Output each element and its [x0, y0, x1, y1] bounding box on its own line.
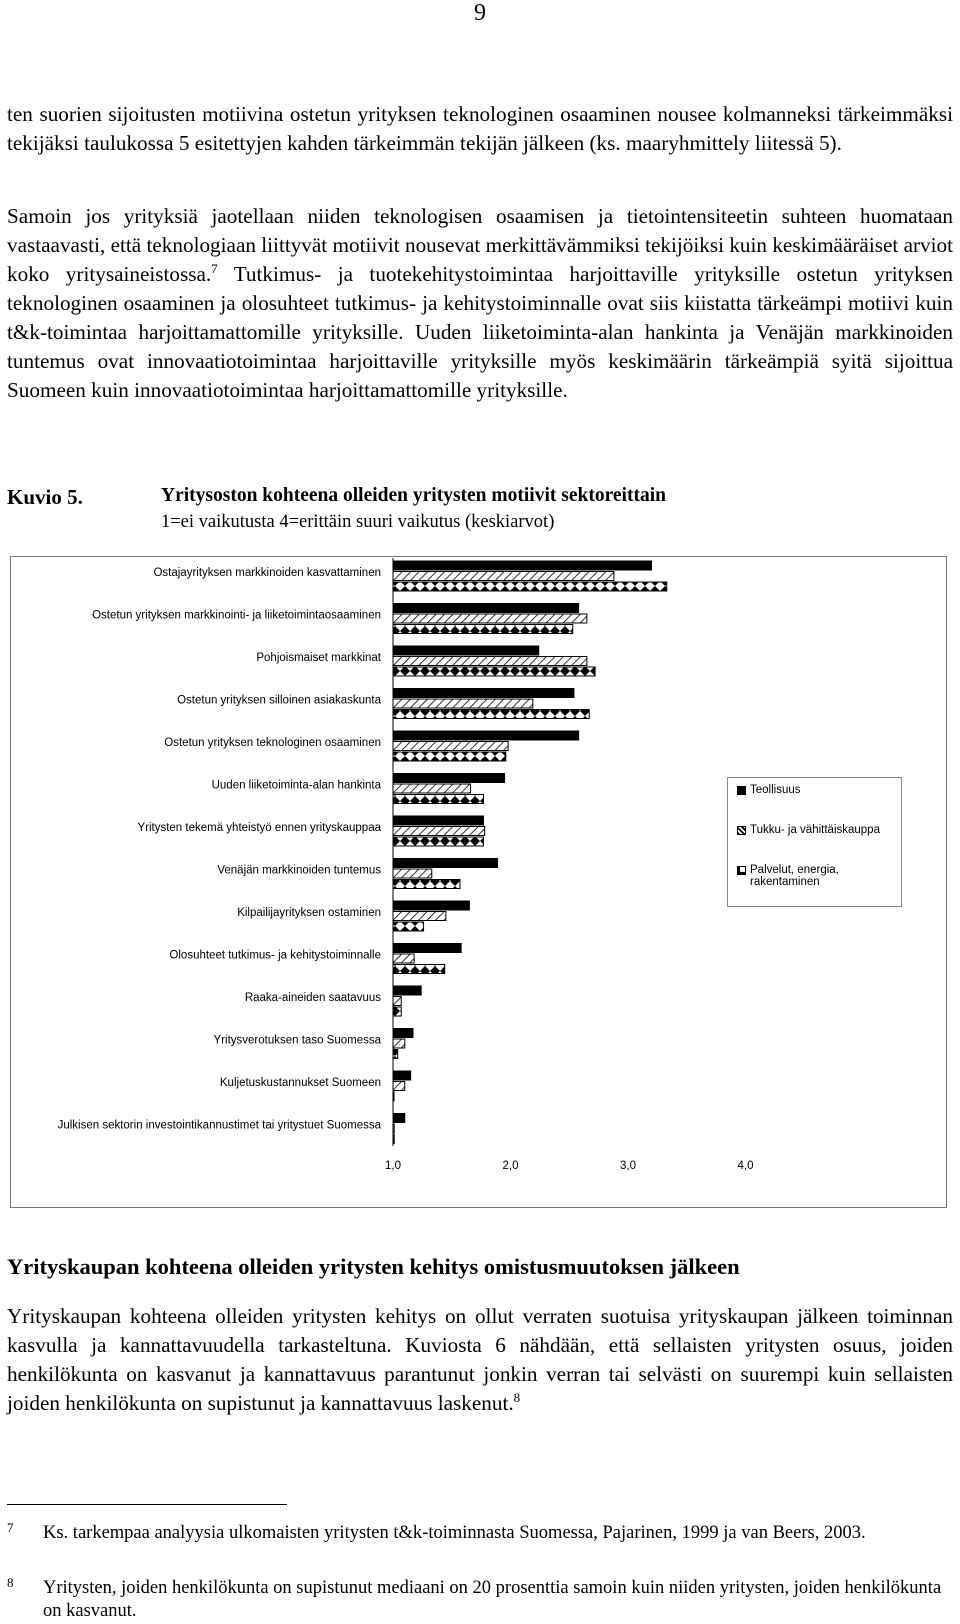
- bar-teollisuus: [393, 859, 498, 868]
- category-label: Ostajayrityksen markkinoiden kasvattaminen: [153, 567, 381, 579]
- legend-item-teollisuus: [737, 784, 801, 796]
- category-label: Raaka-aineiden saatavuus: [244, 992, 381, 1004]
- bar-kauppa: [393, 742, 508, 751]
- bar-palvelut: [393, 1050, 398, 1059]
- x-tick-label: 4,0: [737, 1160, 754, 1172]
- bar-palvelut: [393, 752, 506, 761]
- category-label: Kilpailijayrityksen ostaminen: [237, 907, 381, 919]
- bar-palvelut: [393, 667, 595, 676]
- bar-kauppa: [393, 614, 587, 623]
- footnote-ref-8: 8: [513, 1389, 521, 1405]
- category-label: Olosuhteet tutkimus- ja kehitystoiminnalle: [169, 949, 381, 962]
- footnote-text: Ks. tarkempaa analyysia ulkomaisten yritysten t&k-toiminnasta Suomessa, Pajarinen, 1999 ja van Beers, 2003.: [43, 1523, 866, 1543]
- bar-palvelut: [393, 710, 589, 719]
- legend-label: Palvelut, energia, rakentaminen: [750, 864, 839, 888]
- category-label: Uuden liiketoiminta-alan hankinta: [211, 779, 381, 792]
- bar-palvelut: [393, 625, 573, 634]
- bar-kauppa: [393, 1082, 405, 1091]
- bar-kauppa: [393, 954, 414, 963]
- x-tick-label: 3,0: [620, 1160, 636, 1172]
- figure-label: Kuvio 5.: [7, 485, 83, 509]
- bar-palvelut: [393, 880, 460, 889]
- category-label: Venäjän markkinoiden tuntemus: [217, 864, 381, 877]
- bar-palvelut: [393, 1007, 401, 1016]
- footnote-7: [7, 1522, 953, 1545]
- x-tick-label: 2,0: [502, 1160, 519, 1172]
- footnote-number: 7: [7, 1520, 14, 1535]
- bar-kauppa: [393, 997, 401, 1006]
- bar-kauppa: [393, 699, 533, 708]
- legend-item-palvelut: [737, 864, 887, 888]
- category-label: Ostetun yrityksen teknologinen osaaminen: [164, 737, 381, 749]
- bar-kauppa: [393, 912, 446, 921]
- bar-palvelut: [393, 965, 445, 974]
- category-label: Yritysten tekemä yhteistyö ennen yrityskauppaa: [137, 822, 381, 834]
- legend-swatch-hatch: [737, 826, 746, 835]
- bar-palvelut: [393, 582, 667, 591]
- category-label: Yritysverotuksen taso Suomessa: [213, 1034, 381, 1047]
- bar-teollisuus: [393, 986, 421, 995]
- category-label: Pohjoismaiset markkinat: [256, 652, 381, 664]
- legend-label: Teollisuus: [750, 784, 801, 796]
- section-heading: Yrityskaupan kohteena olleiden yritysten kehitys omistusmuutoksen jälkeen: [7, 1254, 740, 1279]
- legend-swatch-solid: [737, 786, 746, 795]
- chart-legend: [727, 777, 902, 907]
- paragraph-intro: ten suorien sijoitusten motiivina ostetun yrityksen teknologinen osaaminen nousee kolmanneksi tärkeimmäksi tekijäksi taulukossa 5 esitettyjen kahden tärkeimmän tekijän jälkeen (ks. maaryhmittely liitessä 5).: [7, 102, 953, 155]
- bar-teollisuus: [393, 646, 539, 655]
- bar-teollisuus: [393, 1071, 411, 1080]
- category-label: Julkisen sektorin investointikannustimet tai yritystuet Suomessa: [57, 1119, 381, 1132]
- paragraph-development: [7, 1302, 953, 1418]
- footnote-divider: [7, 1504, 287, 1505]
- bar-palvelut: [393, 922, 424, 931]
- bar-teollisuus: [393, 1029, 413, 1038]
- bar-kauppa: [393, 657, 587, 666]
- page-number: 9: [474, 0, 486, 26]
- figure-subtitle: 1=ei vaikutusta 4=erittäin suuri vaikutus (keskiarvot): [161, 512, 555, 532]
- legend-item-kauppa: [737, 824, 880, 836]
- paragraph-development-text: Yrityskaupan kohteena olleiden yritysten kehitys on ollut verraten suotuisa yrityskaupan jälkeen toiminnan kasvulla ja kannattavuudella tarkasteltuna. Kuviosta 6 nähdään, että sellaisten yritysten osuus, joiden henkilökunta on kasvanut ja kannattavuus parantunut jonkin verran tai selvästi on suurempi kuin sellaisten joiden henkilökunta on supistunut ja kannattavuus laskenut.: [7, 1304, 953, 1415]
- bar-palvelut: [393, 837, 483, 846]
- bar-kauppa: [393, 1039, 405, 1048]
- bar-teollisuus: [393, 1114, 405, 1123]
- category-label: Ostetun yrityksen markkinointi- ja liiketoimintaosaaminen: [92, 609, 381, 622]
- bar-teollisuus: [393, 944, 461, 953]
- footnote-8: [7, 1577, 953, 1623]
- paragraph-technology-text-b: Tutkimus- ja tuotekehitystoimintaa harjoittaville yrityksille ostetun yrityksen teknologinen osaaminen ja olosuhteet tutkimus- ja kehitystoiminnalle ovat siis kiistatta tärkeämpi motiivi kuin t&k-toimintaa harjoittamattomille yrityksille. Uuden liiketoiminta-alan hankinta ja Venäjän markkinoiden tuntemus ovat innovaatiotoimintaa harjoittaville yrityksille myös keskimäärin tärkeämpiä syitä sijoittua Suomeen kuin innovaatiotoimintaa harjoittamattomille yrityksille.: [7, 262, 953, 402]
- bar-teollisuus: [393, 774, 505, 783]
- figure-title: Yritysoston kohteena olleiden yritysten motiivit sektoreittain: [161, 485, 666, 506]
- bar-teollisuus: [393, 561, 652, 570]
- bar-teollisuus: [393, 731, 579, 740]
- x-tick-label: 1,0: [385, 1160, 401, 1172]
- bar-teollisuus: [393, 901, 469, 910]
- bar-kauppa: [393, 572, 614, 581]
- bar-palvelut: [393, 795, 483, 804]
- footnote-ref-7: 7: [211, 260, 218, 276]
- bar-kauppa: [393, 869, 432, 878]
- bar-teollisuus: [393, 816, 483, 825]
- legend-swatch-diamond: [737, 866, 746, 875]
- bar-teollisuus: [393, 689, 574, 698]
- category-label: Kuljetuskustannukset Suomeen: [219, 1077, 381, 1089]
- bar-kauppa: [393, 784, 471, 793]
- bar-kauppa: [393, 827, 485, 836]
- paragraph-technology-text-a: Samoin jos yrityksiä jaotellaan niiden teknologisen osaamisen ja tietointensiteetin suhteen huomataan vastaavasti, että teknologiaan liittyvät motiivit nousevat merkittävämmiksi tekijöiksi kuin keskimääräiset arviot koko yritysaineistossa.: [7, 204, 953, 286]
- footnote-text: Yritysten, joiden henkilökunta on supistunut mediaani on 20 prosenttia samoin kuin niiden yritysten, joiden henkilökunta on kasvanut.: [43, 1578, 942, 1621]
- legend-label: Tukku- ja vähittäiskauppa: [750, 824, 880, 836]
- category-label: Ostetun yrityksen silloinen asiakaskunta: [177, 694, 381, 707]
- footnote-number: 8: [7, 1575, 14, 1590]
- bar-teollisuus: [393, 604, 579, 613]
- paragraph-technology: [7, 202, 953, 405]
